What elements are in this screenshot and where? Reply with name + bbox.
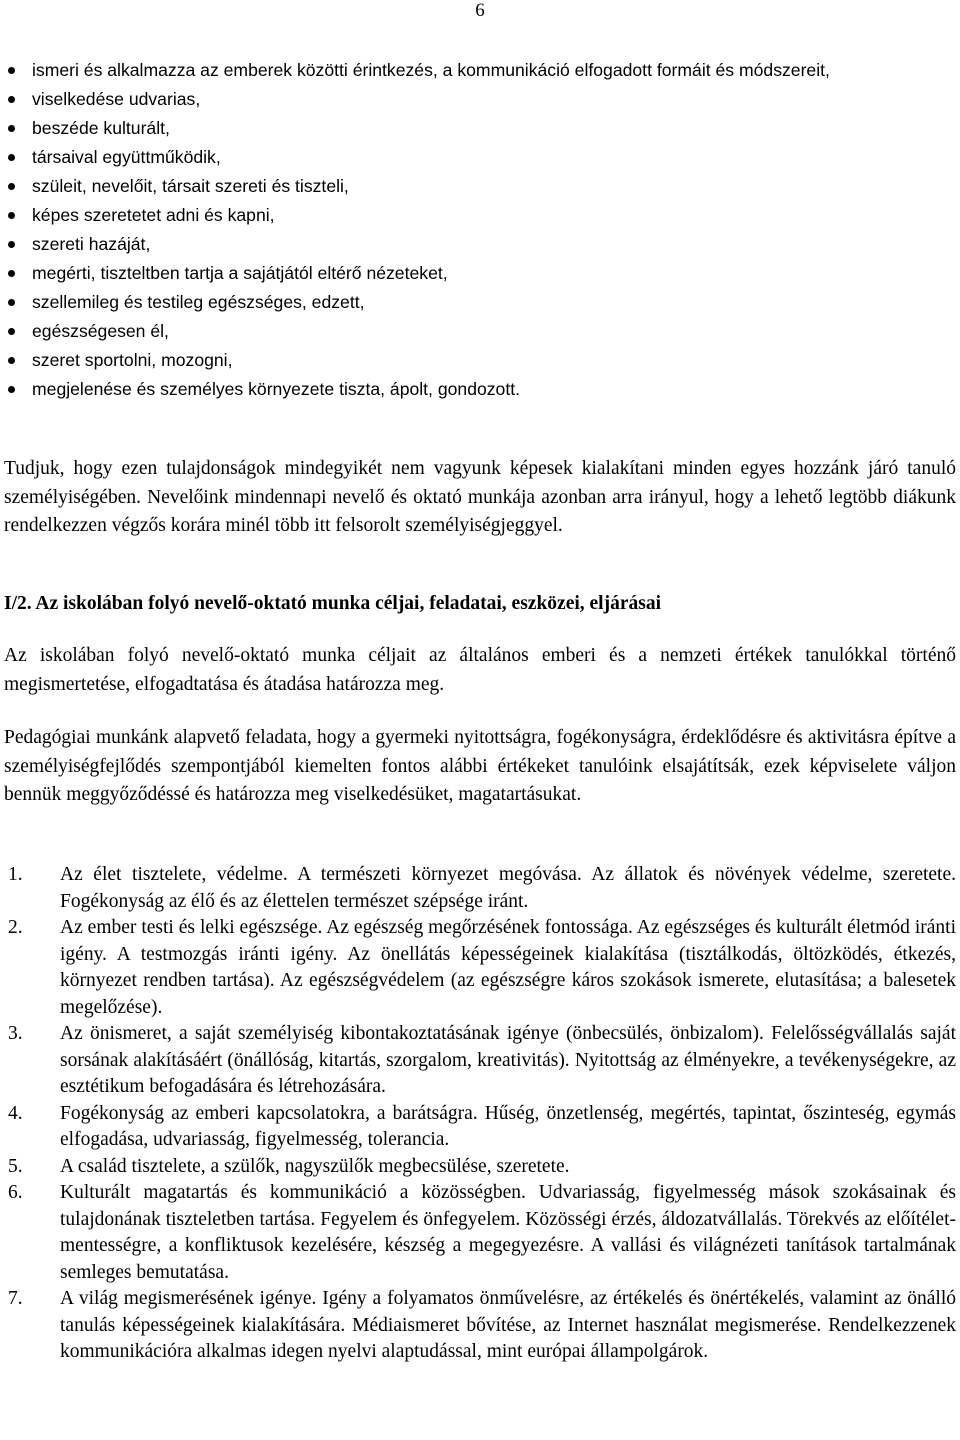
list-item — [0, 375, 960, 404]
section-heading: I/2. Az iskolában folyó nevelő-oktató munka céljai, feladatai, eszközei, eljárásai — [4, 593, 662, 614]
item-number: 7. — [8, 1288, 23, 1309]
list-item-text: társaival együttműködik, — [32, 147, 221, 167]
list-item — [0, 114, 960, 143]
numbered-item — [0, 1021, 960, 1101]
item-number: 5. — [8, 1155, 23, 1177]
list-item — [0, 201, 960, 230]
body-paragraph: Pedagógiai munkánk alapvető feladata, hogy a gyermeki nyitottságra, fogékonyságra, érdeklődésre és aktivitásra építve a személyiségfejlődés szempontjából kiemelten fontos alábbi értékeket tanulóink elsajátítsák, ezek képviselete váljon bennük meggyőződéssé és határozza meg viselkedésüket, magatartásukat. — [4, 727, 956, 806]
item-text: Kulturált magatartás és kommunikáció a közösségben. Udvariasság, figyelmesség mások szokásainak és tulajdonának tiszteletben tartása. Fegyelem és önfegyelem. Közösségi érzés, áldozatvállalás. Törekvés az előítélet-mentességre, a konfliktusok kezelésére, készség a megegyezésre. A vallási és világnézeti tanítások tartalmának semleges bemutatása. — [60, 1182, 956, 1283]
page-number: 6 — [475, 0, 485, 21]
numbered-item — [0, 1101, 960, 1154]
list-item — [0, 143, 960, 172]
bullet-icon — [8, 212, 15, 219]
list-item — [0, 259, 960, 288]
bullet-icon — [8, 125, 15, 132]
bullet-icon — [8, 67, 15, 74]
bullet-icon — [8, 96, 15, 103]
item-number: 4. — [8, 1102, 23, 1124]
list-item-text: beszéde kulturált, — [32, 118, 170, 138]
list-item-text: viselkedése udvarias, — [32, 89, 201, 109]
numbered-item — [0, 1286, 960, 1366]
item-text: A világ megismerésének igénye. Igény a folyamatos önművelésre, az értékelés és önértékelés, valamint az önálló tanulás képességeinek kialakítására. Médiaismeret bővítése, az Internet használat megismerése. Rendelkezzenek kommunikációra alkalmas idegen nyelvi alaptudással, mint európai állampolgárok. — [60, 1288, 956, 1362]
numbered-item — [0, 1180, 960, 1286]
bullet-icon — [8, 299, 15, 306]
item-text: Az ember testi és lelki egészsége. Az egészség megőrzésének fontossága. Az egészséges és kulturált életmód iránti igény. A testmozgás iránti igény. Az önellátás képességeinek kialakítása (tisztálkodás, öltözködés, étkezés, környezet rendben tartása). Az egészségvédelem (az egészségre káros szokások ismerete, elutasítása; a balesetek megelőzése). — [60, 917, 956, 1018]
list-item-text: megérti, tiszteltben tartja a sajátjától eltérő nézeteket, — [32, 263, 448, 283]
list-item-text: szereti hazáját, — [32, 234, 151, 254]
body-paragraph: Tudjuk, hogy ezen tulajdonságok mindegyikét nem vagyunk képesek kialakítani minden egyes hozzánk járó tanuló személyiségében. Nevelőink mindennapi nevelő és oktató munkája azonban arra irányul, hogy a lehető legtöbb diákunk rendelkezzen végzős korára minél több itt felsorolt személyiségjeggyel. — [4, 458, 956, 537]
values-numbered-list — [0, 862, 960, 1366]
list-item-text: ismeri és alkalmazza az emberek közötti érintkezés, a kommunikáció elfogadott formáit és módszereit, — [32, 60, 830, 80]
item-text: Fogékonyság az emberi kapcsolatokra, a barátságra. Hűség, önzetlenség, megértés, tapintat, őszinteség, egymás elfogadása, udvariasság, figyelmesség, tolerancia. — [60, 1102, 956, 1150]
list-item — [0, 317, 960, 346]
list-item — [0, 346, 960, 375]
item-text: Az élet tisztelete, védelme. A természeti környezet megóvása. Az állatok és növények védelme, szeretete. Fogékonyság az élő és az élettelen természet szépsége iránt. — [60, 864, 956, 912]
bullet-icon — [8, 270, 15, 277]
bullet-icon — [8, 357, 15, 364]
list-item-text: szellemileg és testileg egészséges, edzett, — [32, 292, 365, 312]
list-item — [0, 230, 960, 259]
bullet-icon — [8, 241, 15, 248]
bullet-icon — [8, 386, 15, 393]
item-number: 6. — [8, 1182, 23, 1203]
bullet-icon — [8, 154, 15, 161]
item-number: 1. — [8, 864, 23, 885]
list-item — [0, 85, 960, 114]
item-text: Az önismeret, a saját személyiség kibontakoztatásának igénye (önbecsülés, önbizalom). Felelősségvállalás saját sorsának alakításáért (önállóság, kitartás, szorgalom, kreativitás). Nyitottság az élményekre, a tevékenységekre, az esztétikum befogadására és létrehozására. — [60, 1023, 956, 1097]
item-number: 3. — [8, 1023, 23, 1044]
list-item-text: megjelenése és személyes környezete tiszta, ápolt, gondozott. — [32, 379, 521, 399]
numbered-item — [0, 1154, 960, 1181]
list-item-text: egészségesen él, — [32, 321, 169, 341]
numbered-item — [0, 862, 960, 915]
trait-bullet-list — [0, 56, 960, 404]
list-item — [0, 288, 960, 317]
list-item-text: képes szeretetet adni és kapni, — [32, 205, 275, 225]
list-item — [0, 172, 960, 201]
numbered-item — [0, 915, 960, 1021]
bullet-icon — [8, 328, 15, 335]
list-item-text: szeret sportolni, mozogni, — [32, 350, 233, 370]
body-paragraph: Az iskolában folyó nevelő-oktató munka céljait az általános emberi és a nemzeti értékek tanulókkal történő megismertetése, elfogadtatása és átadása határozza meg. — [4, 645, 956, 695]
bullet-icon — [8, 183, 15, 190]
list-item — [0, 56, 960, 85]
list-item-text: szüleit, nevelőit, társait szereti és tiszteli, — [32, 176, 349, 196]
item-number: 2. — [8, 917, 23, 938]
item-text: A család tisztelete, a szülők, nagyszülők megbecsülése, szeretete. — [60, 1155, 570, 1177]
